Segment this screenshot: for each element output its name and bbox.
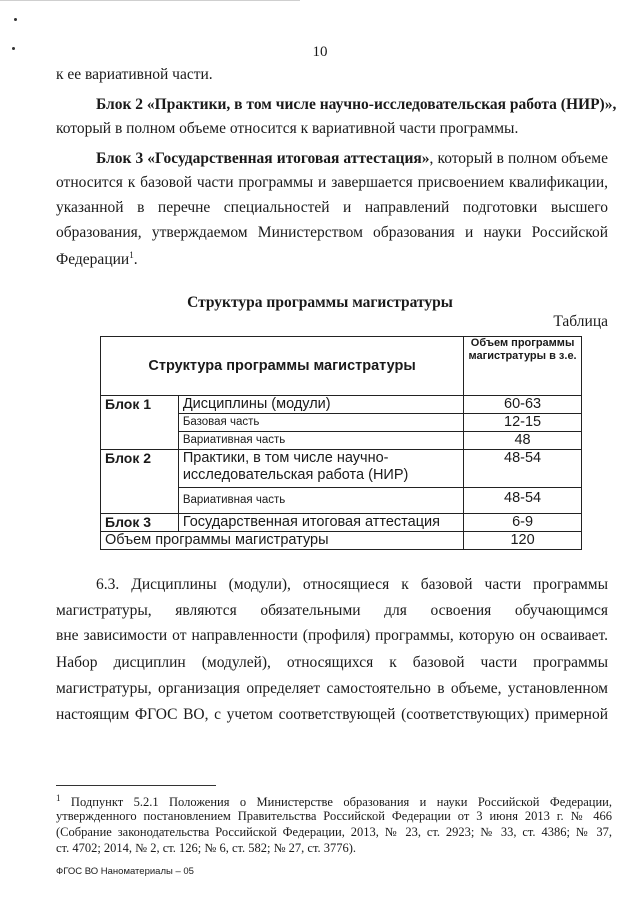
table-label: Таблица	[553, 313, 608, 330]
footnote-separator	[56, 785, 216, 786]
row-value: 48-54	[464, 450, 582, 488]
footnote-mark: 1	[56, 793, 61, 803]
block3-text-line: указанной в перечне специальностей и направлений подготовки высшего	[56, 199, 608, 216]
footnote-line: $^1$ Подпункт 5.2.1 Положения о Министерстве образования и науки Российской Федерации,	[56, 793, 612, 810]
row-value: 12-15	[464, 414, 582, 432]
row-name: Практики, в том числе научно-исследовательская работа (НИР)	[178, 450, 463, 488]
table-row	[101, 514, 582, 532]
row-name: Государственная итоговая аттестация	[178, 514, 463, 532]
block2-text: который в полном объеме относится к вариативной части программы.	[56, 120, 519, 137]
para63-line: магистратуры, являются обязательными для освоения обучающимся	[56, 602, 608, 619]
footnote-line: (Собрание законодательства Российской Федерации, 2013, № 23, ст. 2923; № 33, ст. 4386; № 37,	[56, 825, 612, 839]
row-value: 6-9	[464, 514, 582, 532]
scan-mark	[14, 18, 17, 21]
block2-label: Блок 2	[101, 450, 179, 514]
block3-text-line: относится к базовой части программы и завершается присвоением квалификации,	[56, 174, 608, 191]
total-name: Объем программы магистратуры	[101, 532, 464, 550]
block1-label: Блок 1	[101, 396, 179, 450]
block3-heading: Блок 3 «Государственная итоговая аттестация», который в полном объеме	[96, 150, 608, 167]
block3-text-line: Федерации$^1$.	[56, 250, 138, 269]
para63-line: вне зависимости от направленности (профиля) программы, которую он осваивает.	[56, 627, 608, 644]
row-name: Вариативная часть	[178, 488, 463, 514]
table-row	[101, 396, 582, 414]
footnote-reference: 1	[129, 250, 134, 260]
row-value: 60-63	[464, 396, 582, 414]
block3-text-line: образования, утверждаемом Министерством образования и науки Российской	[56, 224, 608, 241]
row-name: Вариативная часть	[178, 432, 463, 450]
row-value: 48-54	[464, 488, 582, 514]
table-row	[101, 450, 582, 488]
footnote-line: ст. 4702; 2014, № 2, ст. 126; № 6, ст. 582; № 27, ст. 3776).	[56, 841, 357, 855]
scan-top-edge	[0, 0, 300, 1]
block3-label: Блок 3	[101, 514, 179, 532]
header-structure: Структура программы магистратуры	[101, 337, 464, 396]
row-value: 48	[464, 432, 582, 450]
intro-line: к ее вариативной части.	[56, 66, 213, 83]
page-footer: ФГОС ВО Наноматериалы – 05	[56, 866, 194, 877]
page-number: 10	[312, 44, 328, 60]
footnote-line: утвержденного постановлением Правительства Российской Федерации от 3 июня 2013 г. № 466	[56, 809, 612, 823]
structure-table	[100, 336, 582, 550]
para63-line: магистратуры, организация определяет самостоятельно в объеме, установленном	[56, 680, 608, 697]
table-total-row	[101, 532, 582, 550]
table-title: Структура программы магистратуры	[187, 294, 453, 311]
total-value: 120	[464, 532, 582, 550]
para63-line: настоящим ФГОС ВО, с учетом соответствующей (соответствующих) примерной	[56, 706, 608, 723]
para63-line: 6.3. Дисциплины (модули), относящиеся к базовой части программы	[96, 576, 608, 593]
para63-line: Набор дисциплин (модулей), относящихся к базовой части программы	[56, 654, 608, 671]
block2-heading: Блок 2 «Практики, в том числе научно-исследовательская работа (НИР)»,	[96, 96, 617, 113]
row-name: Дисциплины (модули)	[178, 396, 463, 414]
table-header-row	[101, 337, 582, 396]
row-name: Базовая часть	[178, 414, 463, 432]
header-volume: Объем программы магистратуры в з.е.	[464, 337, 582, 396]
